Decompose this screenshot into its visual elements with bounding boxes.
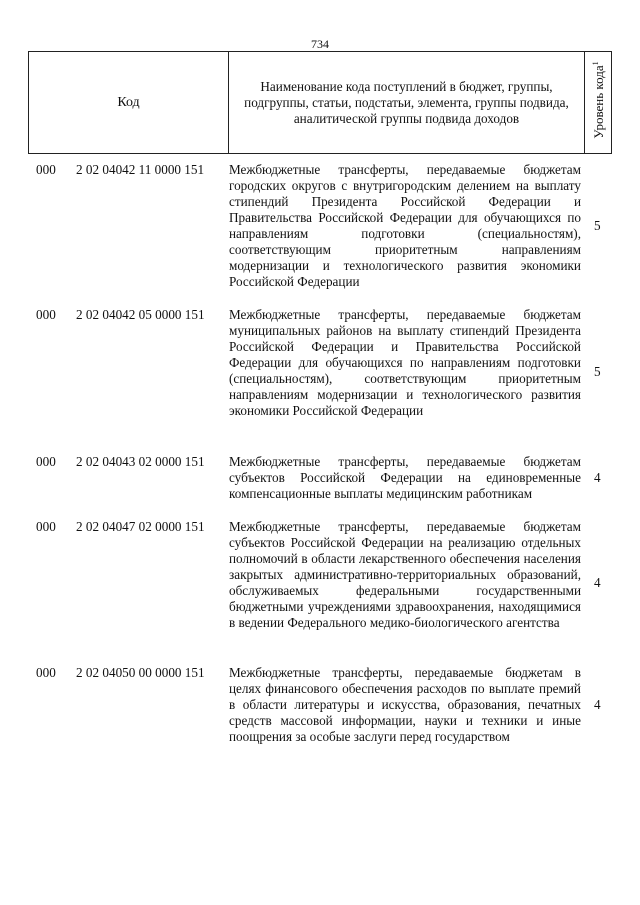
code-level: 5 — [594, 218, 601, 233]
code-level: 5 — [594, 364, 601, 379]
revenue-description: Межбюджетные трансферты, передаваемые бюджетам в целях финансового обеспечения расходов по выплате премий в области литературы и искусства, образования, печатных средств массовой информации, науки и техники и иные поощрения за особые заслуги перед государством — [229, 665, 581, 744]
code-level: 4 — [594, 575, 601, 590]
header-code-label: Код — [117, 94, 140, 110]
revenue-description: Межбюджетные трансферты, передаваемые бюджетам субъектов Российской Федерации на реализацию отдельных полномочий в области лекарственного обеспечения населения закрытых административно-территориальных образований, обслуживаемых федеральными государственными бюджетными учреждениями здравоохранения, находящимися в ведении Федерального медико-биологического агентства — [229, 519, 581, 630]
header-level-label — [591, 61, 607, 138]
revenue-description: Межбюджетные трансферты, передаваемые бюджетам городских округов с внутригородским делением на выплату стипендий Президента Российской Федерации и Правительства Российской Федерации для обучающихся по направлениям подготовки (специальностям), соответствующим приоритетным направлениям модернизации и технологического развития экономики Российской Федерации — [229, 162, 581, 289]
header-code-cell — [29, 52, 229, 153]
header-level-footnote: 1 — [590, 61, 600, 66]
admin-code: 000 — [36, 665, 56, 680]
admin-code: 000 — [36, 519, 56, 534]
code-level: 4 — [594, 470, 601, 485]
header-name-cell — [229, 52, 585, 153]
revenue-code: 2 02 04050 00 0000 151 — [76, 665, 205, 680]
table-header — [28, 51, 612, 154]
admin-code: 000 — [36, 162, 56, 177]
header-level-cell — [586, 52, 612, 153]
header-level-text: Уровень кода — [591, 65, 607, 139]
header-name-label: Наименование кода поступлений в бюджет, группы, подгруппы, статьи, подстатьи, элемента, группы подвида, аналитической группы подвида доходов — [244, 78, 569, 126]
page-number: 734 — [311, 37, 329, 51]
code-level: 4 — [594, 697, 601, 712]
revenue-description: Межбюджетные трансферты, передаваемые бюджетам субъектов Российской Федерации на единовременные компенсационные выплаты медицинским работникам — [229, 454, 581, 501]
revenue-description: Межбюджетные трансферты, передаваемые бюджетам муниципальных районов на выплату стипендий Президента Российской Федерации и Правительства Российской Федерации для обучающихся по направлениям подготовки (специальностям), соответствующим приоритетным направлениям модернизации и технологического развития экономики Российской Федерации — [229, 307, 581, 418]
revenue-code: 2 02 04043 02 0000 151 — [76, 454, 205, 469]
admin-code: 000 — [36, 454, 56, 469]
revenue-code: 2 02 04047 02 0000 151 — [76, 519, 205, 534]
revenue-code: 2 02 04042 11 0000 151 — [76, 162, 205, 177]
revenue-code: 2 02 04042 05 0000 151 — [76, 307, 205, 322]
admin-code: 000 — [36, 307, 56, 322]
